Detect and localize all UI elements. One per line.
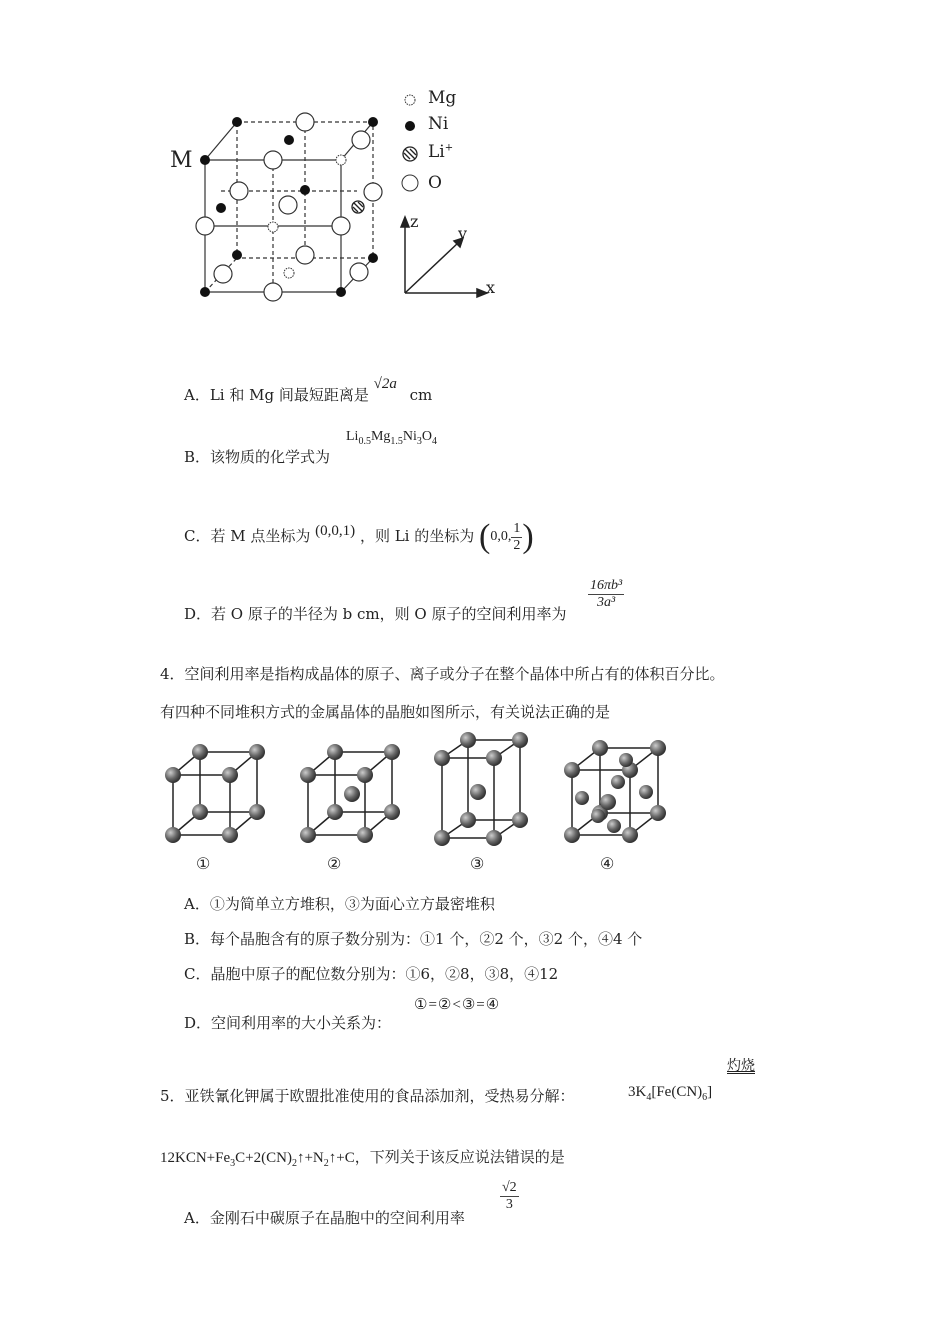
- q3-option-a[interactable]: A．Li 和 Mg 间最短距离是 √2a cm: [184, 376, 433, 404]
- cell-label-4: ④: [600, 854, 615, 873]
- q4-option-c[interactable]: C．晶胞中原子的配位数分别为：①6，②8，③8，④12: [184, 965, 559, 983]
- q5-stem-line1: 5．亚铁氰化钾属于欧盟批准使用的食品添加剂，受热易分解：: [160, 1087, 575, 1105]
- q5-option-a[interactable]: A．金刚石中碳原子在晶胞中的空间利用率: [184, 1209, 465, 1227]
- q3-option-b[interactable]: B．该物质的化学式为: [184, 448, 331, 466]
- crystal-structure-figure: [165, 80, 505, 310]
- utilization-relation: ①=②<③=④: [414, 997, 501, 1013]
- o-space-utilization-fraction: $\frac{\text{16πb³}}{\text{3a³}}$: [590, 578, 623, 610]
- axis-z-label: z: [410, 212, 419, 231]
- reaction-condition: 灼烧: [727, 1058, 755, 1074]
- q4-stem-line1: 4．空间利用率是指构成晶体的原子、离子或分子在整个晶体中所占有的体积百分比。: [160, 665, 725, 683]
- label-m: M: [170, 148, 193, 173]
- cell-label-1: ①: [196, 854, 211, 873]
- cell-label-3: ③: [470, 854, 485, 873]
- li-coordinate: (0,0, $\frac{1}{2}$ ): [479, 518, 534, 555]
- legend-li-label: Li+: [428, 142, 454, 162]
- formula-b: $Li_{0.5}Mg_{1.5}Ni_3O_4$: [346, 429, 438, 447]
- sqrt2a: √2a: [373, 376, 397, 392]
- q5-reactant: $3K_4[Fe(CN)_6]$: [628, 1084, 713, 1103]
- q4-option-d[interactable]: D．空间利用率的大小关系为：: [184, 1014, 392, 1032]
- legend-ni-label: Ni: [428, 114, 449, 134]
- legend-mg-label: Mg: [428, 88, 457, 108]
- axis-x-label: x: [486, 278, 496, 297]
- q3-option-c[interactable]: C．若 M 点坐标为 (0,0,1) ，则 Li 的坐标为 (0,0, $\frac{1}{2}$ ): [184, 518, 534, 555]
- diamond-utilization-fraction: $\frac{√2}{3}$: [502, 1180, 517, 1212]
- cell-label-2: ②: [327, 854, 342, 873]
- q4-option-a[interactable]: A．①为简单立方堆积，③为面心立方最密堆积: [184, 895, 495, 913]
- legend-o-label: O: [428, 173, 442, 193]
- q4-stem-line2: 有四种不同堆积方式的金属晶体的晶胞如图所示，有关说法正确的是: [160, 703, 611, 721]
- four-unit-cells-figure: [155, 730, 675, 855]
- axis-y-label: y: [458, 224, 468, 243]
- q5-stem-line2: $12KCN+Fe_3C+2(CN)_2↑+N_2↑+C$，下列关于该反应说法错误的是: [160, 1150, 565, 1169]
- q4-option-b[interactable]: B．每个晶胞含有的原子数分别为：①1 个，②2 个，③2 个，④4 个: [184, 930, 643, 948]
- q3-option-d[interactable]: D．若 O 原子的半径为 b cm，则 O 原子的空间利用率为: [184, 605, 567, 623]
